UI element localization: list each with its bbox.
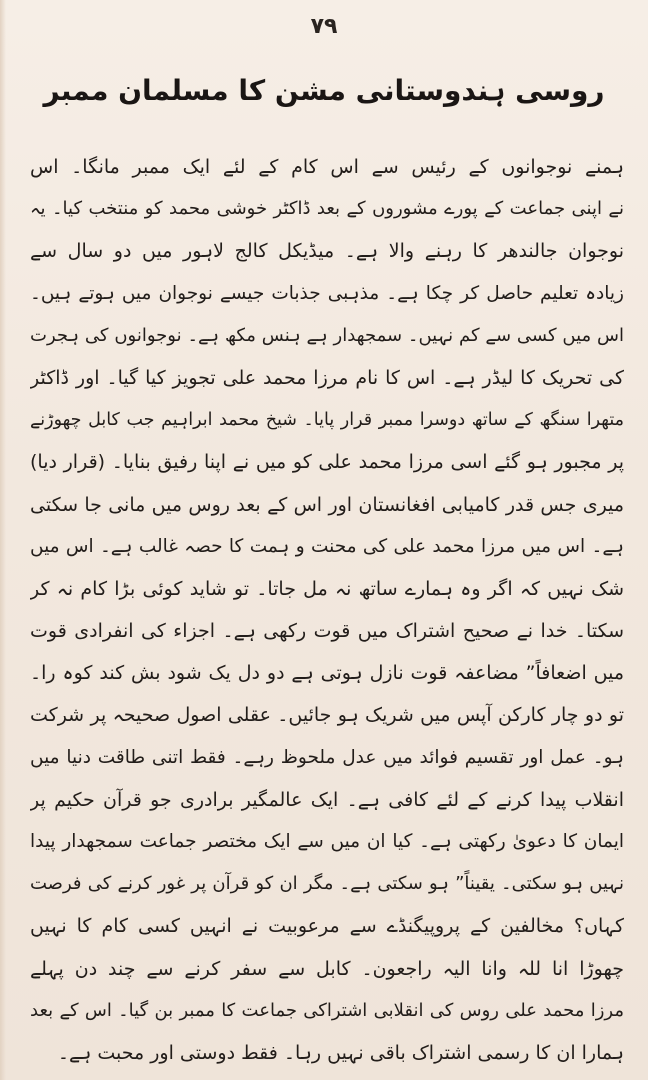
- text-line: ہے۔ اس میں مرزا محمد علی کی محنت و ہمت کا حصہ غالب ہے۔ اس میں: [30, 535, 624, 557]
- text-line: نے اپنی جماعت کے پورے مشوروں کے بعد ڈاکٹر خوشی محمد کو منتخب کیا۔ یہ: [30, 198, 624, 220]
- text-line: ہمارا ان کا رسمی اشتراک باقی نہیں رہا۔ فقط دوستی اور محبت ہے۔: [57, 1041, 624, 1064]
- text-line: نوجوان جالندھر کا رہنے والا ہے۔ میڈیکل کالج لاہور میں دو سال سے: [30, 240, 624, 263]
- text-line: انقلاب پیدا کرنے کے لئے کافی ہے۔ ایک عالمگیر برادری جو قرآن حکیم پر: [30, 788, 624, 811]
- text-line: نہیں ہو سکتی۔ یقیناً” ہو سکتی ہے۔ مگر ان کو قرآن پر غور کرنے کی فرصت: [30, 873, 624, 895]
- text-line: زیادہ تعلیم حاصل کر چکا ہے۔ مذہبی جذبات جیسے نوجوان میں ہوتے ہیں۔: [30, 282, 624, 304]
- text-line: سکتا۔ خدا نے صحیح اشتراک میں قوت رکھی ہے۔ اجزاء کی انفرادی قوت: [30, 620, 624, 643]
- text-line: میں اضعافاً” مضاعفہ قوت نازل ہوتی ہے دو دل یک شود بش کند کوہ را۔: [30, 662, 624, 685]
- text-line: ایمان کا دعویٰ رکھتی ہے۔ کیا ان میں سے ایک مختصر جماعت سمجھدار پیدا: [30, 831, 624, 852]
- chapter-title: روسی ہندوستانی مشن کا مسلمان ممبر: [43, 74, 605, 107]
- text-line: متھرا سنگھ کے ساتھ دوسرا ممبر قرار پایا۔ شیخ محمد ابراہیم جب کابل چھوڑنے: [30, 410, 624, 431]
- text-line: پر مجبور ہو گئے اسی مرزا محمد علی کو میں نے اپنا رفیق بنایا۔ (قرار دیا): [30, 451, 624, 474]
- text-line: اس میں کسی سے کم نہیں۔ سمجھدار ہے ہنس مکھ ہے۔ نوجوانوں کی ہجرت: [30, 324, 624, 346]
- text-line: چھوڑا انا للہ وانا الیہ راجعون۔ کابل سے سفر کرنے سے چند دن پہلے: [30, 957, 624, 980]
- page-edge-shadow: [0, 0, 6, 1080]
- text-line: میری جس قدر کامیابی افغانستان اور اس کے بعد روس میں مانی جا سکتی: [30, 493, 624, 516]
- text-line: تو دو چار کارکن آپس میں شریک ہو جائیں۔ عقلی اصول صحیحہ پر شرکت: [30, 704, 624, 727]
- page-number: ۷۹: [310, 14, 338, 39]
- text-line: کہاں؟ مخالفین کے پروپیگنڈے سے مرعوبیت نے انہیں کسی کام کا نہیں: [30, 915, 624, 938]
- text-line: کی تحریک کا لیڈر ہے۔ اس کا نام مرزا محمد علی تجویز کیا گیا۔ اور ڈاکٹر: [30, 366, 624, 389]
- text-line: ہمنے نوجوانوں کے رئیس سے اس کام کے لئے ایک ممبر مانگا۔ اس: [30, 156, 624, 178]
- body-text: [30, 146, 624, 1074]
- text-line: ہو۔ عمل اور تقسیم فوائد میں عدل ملحوظ رہے۔ فقط اتنی طاقت دنیا میں: [30, 746, 624, 768]
- text-line: شک نہیں کہ اگر وہ ہمارے ساتھ نہ مل جاتا۔ تو شاید کوئی بڑا کام نہ کر: [30, 577, 624, 600]
- text-line: مرزا محمد علی روس کی انقلابی اشتراکی جماعت کا ممبر بن گیا۔ اس کے بعد: [30, 999, 624, 1021]
